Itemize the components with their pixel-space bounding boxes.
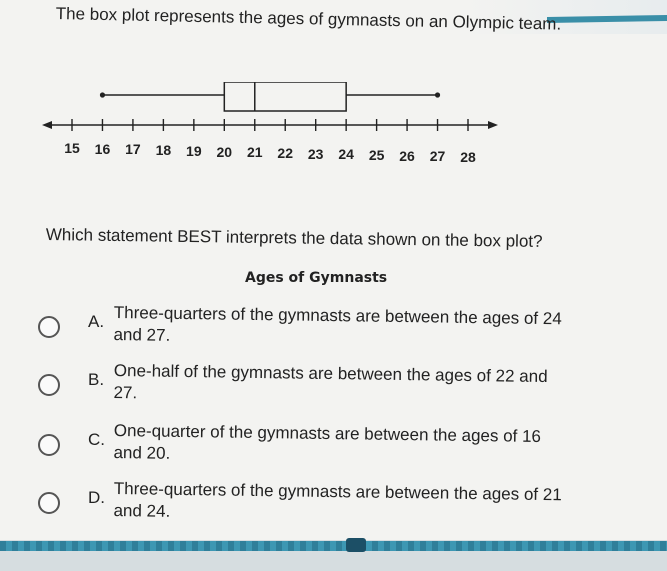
option-text: Three-quarters of the gymnasts are between the ages of 21 and 24.	[113, 478, 562, 521]
option-letter: B.	[88, 370, 105, 389]
option-c[interactable]	[38, 420, 598, 476]
tick-label: 22	[277, 144, 294, 161]
tick-label: 27	[429, 148, 446, 165]
box-plot-svg	[40, 82, 500, 192]
tick-label: 16	[94, 140, 111, 157]
tick-label: 19	[186, 142, 202, 159]
left-arrow	[42, 121, 52, 129]
option-d[interactable]	[38, 478, 598, 534]
tick-label: 25	[368, 147, 385, 163]
intro-text: The box plot represents the ages of gymnasts on an Olympic team.	[55, 3, 562, 34]
right-arrow	[488, 121, 498, 129]
option-text: One-half of the gymnasts are between the ages of 22 and 27.	[113, 360, 548, 403]
tick-label: 26	[399, 147, 415, 164]
radio-button[interactable]	[38, 492, 60, 514]
max-point	[435, 92, 440, 97]
scroll-handle[interactable]	[346, 538, 366, 552]
tick-label: 23	[307, 145, 324, 162]
radio-button[interactable]	[38, 316, 60, 338]
tick-label: 18	[155, 142, 172, 159]
radio-button[interactable]	[38, 374, 60, 396]
tick-label: 24	[338, 146, 354, 163]
progress-stripe	[0, 541, 667, 551]
option-a[interactable]	[38, 302, 598, 358]
tick-label: 15	[64, 140, 80, 156]
tick-label: 21	[246, 144, 263, 161]
option-b[interactable]	[38, 360, 598, 416]
radio-button[interactable]	[38, 434, 60, 456]
box-iqr	[224, 82, 346, 111]
option-letter: D.	[88, 488, 105, 507]
min-point	[100, 92, 105, 97]
option-letter: C.	[88, 430, 105, 449]
option-text: Three-quarters of the gymnasts are between the ages of 24 and 27.	[113, 302, 562, 345]
tick-label: 17	[125, 141, 141, 158]
axis-title: Ages of Gymnasts	[245, 270, 388, 286]
tick-label: 20	[216, 143, 233, 160]
tick-label: 28	[460, 149, 476, 166]
option-letter: A.	[88, 312, 105, 331]
question-text: Which statement BEST interprets the data shown on the box plot?	[45, 224, 543, 251]
option-text: One-quarter of the gymnasts are between the ages of 16 and 20.	[113, 420, 542, 463]
